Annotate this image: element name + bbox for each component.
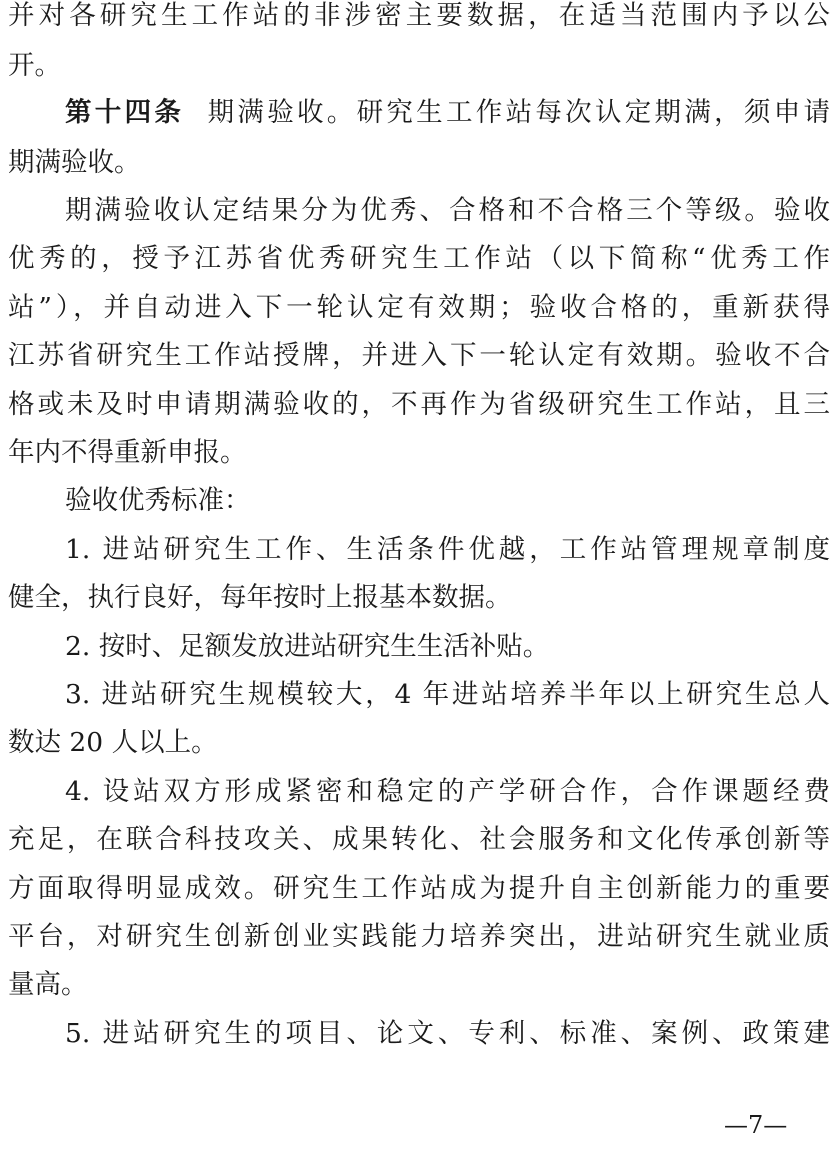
paragraph-line: 开。 bbox=[8, 50, 61, 81]
paragraph-line: 方面取得明显成效。研究生工作站成为提升自主创新能力的重要 bbox=[8, 873, 830, 904]
criteria-heading: 验收优秀标准： bbox=[65, 485, 251, 516]
paragraph-line: 充足，在联合科技攻关、成果转化、社会服务和文化传承创新等 bbox=[8, 824, 830, 855]
article-heading: 第十四条 bbox=[65, 97, 185, 128]
paragraph-line: 年内不得重新申报。 bbox=[8, 437, 247, 468]
article-text: 期满验收。研究生工作站每次认定期满，须申请 bbox=[207, 97, 831, 128]
paragraph-line: 格或未及时申请期满验收的，不再作为省级研究生工作站，且三 bbox=[8, 389, 830, 420]
paragraph-line: 平台，对研究生创新创业实践能力培养突出，进站研究生就业质 bbox=[8, 921, 830, 952]
paragraph-line: 并对各研究生工作站的非涉密主要数据，在适当范围内予以公 bbox=[8, 0, 830, 31]
paragraph-line: 期满验收认定结果分为优秀、合格和不合格三个等级。验收 bbox=[65, 195, 830, 226]
paragraph-line: 江苏省研究生工作站授牌，并进入下一轮认定有效期。验收不合 bbox=[8, 340, 830, 371]
list-item-3: 3. 进站研究生规模较大，4 年进站培养半年以上研究生总人 bbox=[65, 679, 830, 710]
paragraph-line: 量高。 bbox=[8, 969, 88, 1000]
list-item-1: 1. 进站研究生工作、生活条件优越，工作站管理规章制度 bbox=[65, 534, 830, 565]
page-number: —7— bbox=[724, 1111, 788, 1139]
article-fourteen-line bbox=[65, 93, 830, 133]
paragraph-line: 期满验收。 bbox=[8, 147, 141, 178]
list-item-4: 4. 设站双方形成紧密和稳定的产学研合作，合作课题经费 bbox=[65, 776, 830, 807]
paragraph-line: 站”），并自动进入下一轮认定有效期；验收合格的，重新获得 bbox=[8, 292, 830, 323]
list-item-5: 5. 进站研究生的项目、论文、专利、标准、案例、政策建 bbox=[65, 1018, 830, 1049]
paragraph-line: 优秀的，授予江苏省优秀研究生工作站（以下简称“优秀工作 bbox=[8, 243, 830, 274]
list-item-2: 2. 按时、足额发放进站研究生生活补贴。 bbox=[65, 631, 550, 662]
paragraph-line: 数达 20 人以上。 bbox=[8, 727, 218, 758]
paragraph-line: 健全，执行良好，每年按时上报基本数据。 bbox=[8, 582, 512, 613]
